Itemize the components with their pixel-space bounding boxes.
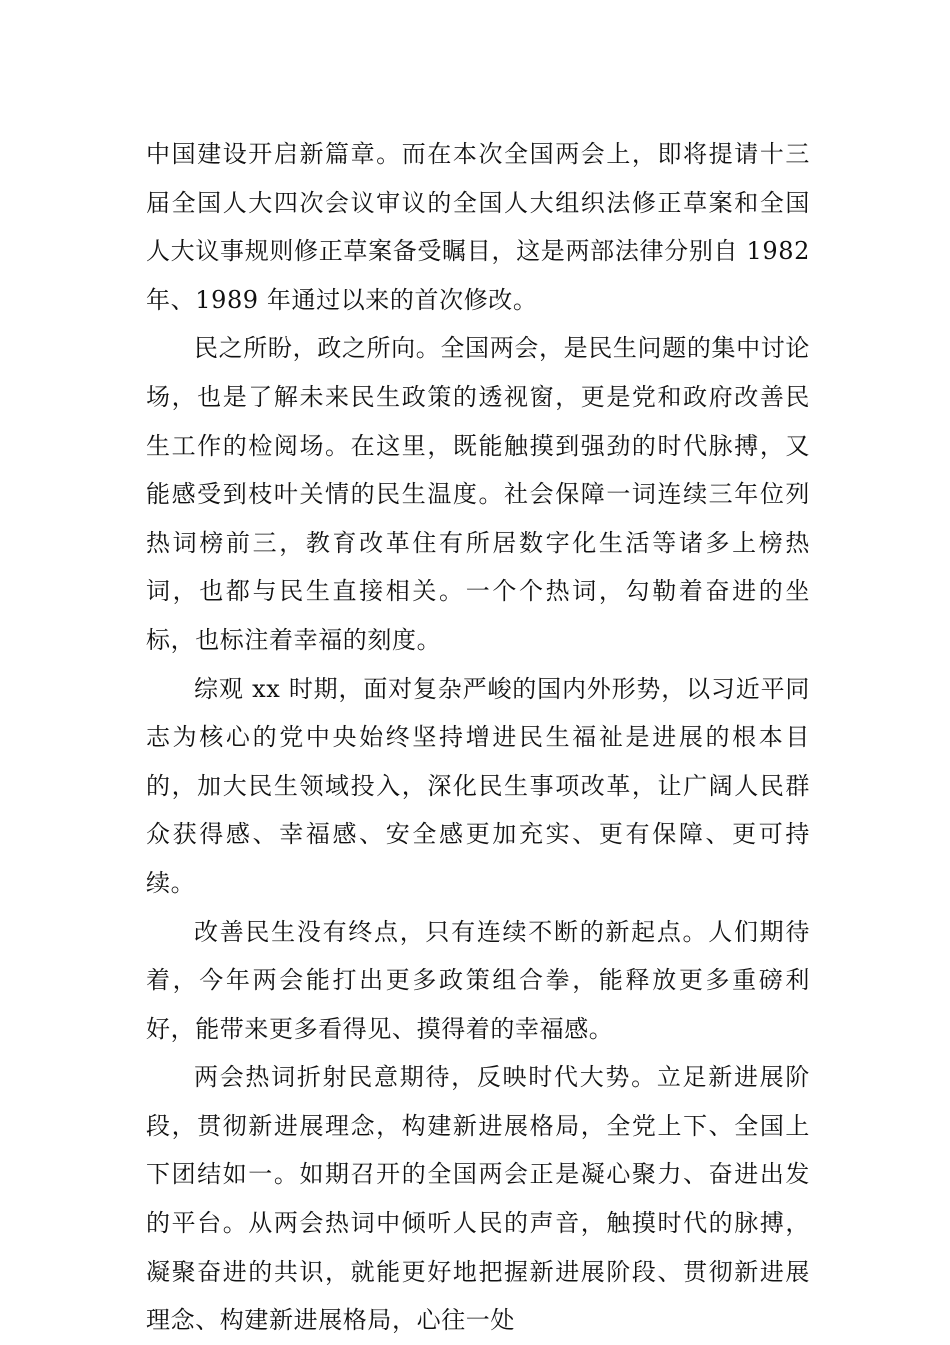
document-body: [146, 130, 810, 1345]
paragraph: 改善民生没有终点，只有连续不断的新起点。人们期待着，今年两会能打出更多政策组合拳，能释放更多重磅利好，能带来更多看得见、摸得着的幸福感。: [146, 917, 810, 1043]
paragraph: 综观 xx 时期，面对复杂严峻的国内外形势，以习近平同志为核心的党中央始终坚持增进民生福祉是进展的根本目的，加大民生领域投入，深化民生事项改革，让广阔人民群众获得感、幸福感、安全感更加充实、更有保障、更可持续。: [146, 674, 810, 897]
paragraph: 两会热词折射民意期待，反映时代大势。立足新进展阶段，贯彻新进展理念，构建新进展格局，全党上下、全国上下团结如一。如期召开的全国两会正是凝心聚力、奋进出发的平台。从两会热词中倾听人民的声音，触摸时代的脉搏，凝聚奋进的共识，就能更好地把握新进展阶段、贯彻新进展理念、构建新进展格局，心往一处: [146, 1063, 810, 1335]
paragraph: 中国建设开启新篇章。而在本次全国两会上，即将提请十三届全国人大四次会议审议的全国人大组织法修正草案和全国人大议事规则修正草案备受瞩目，这是两部法律分别自 1982 年、1989 年通过以来的首次修改。: [146, 140, 810, 314]
paragraph: 民之所盼，政之所向。全国两会，是民生问题的集中讨论场，也是了解未来民生政策的透视窗，更是党和政府改善民生工作的检阅场。在这里，既能触摸到强劲的时代脉搏，又能感受到枝叶关情的民生温度。社会保障一词连续三年位列热词榜前三，教育改革住有所居数字化生活等诸多上榜热词，也都与民生直接相关。一个个热词，勾勒着奋进的坐标，也标注着幸福的刻度。: [146, 334, 810, 654]
